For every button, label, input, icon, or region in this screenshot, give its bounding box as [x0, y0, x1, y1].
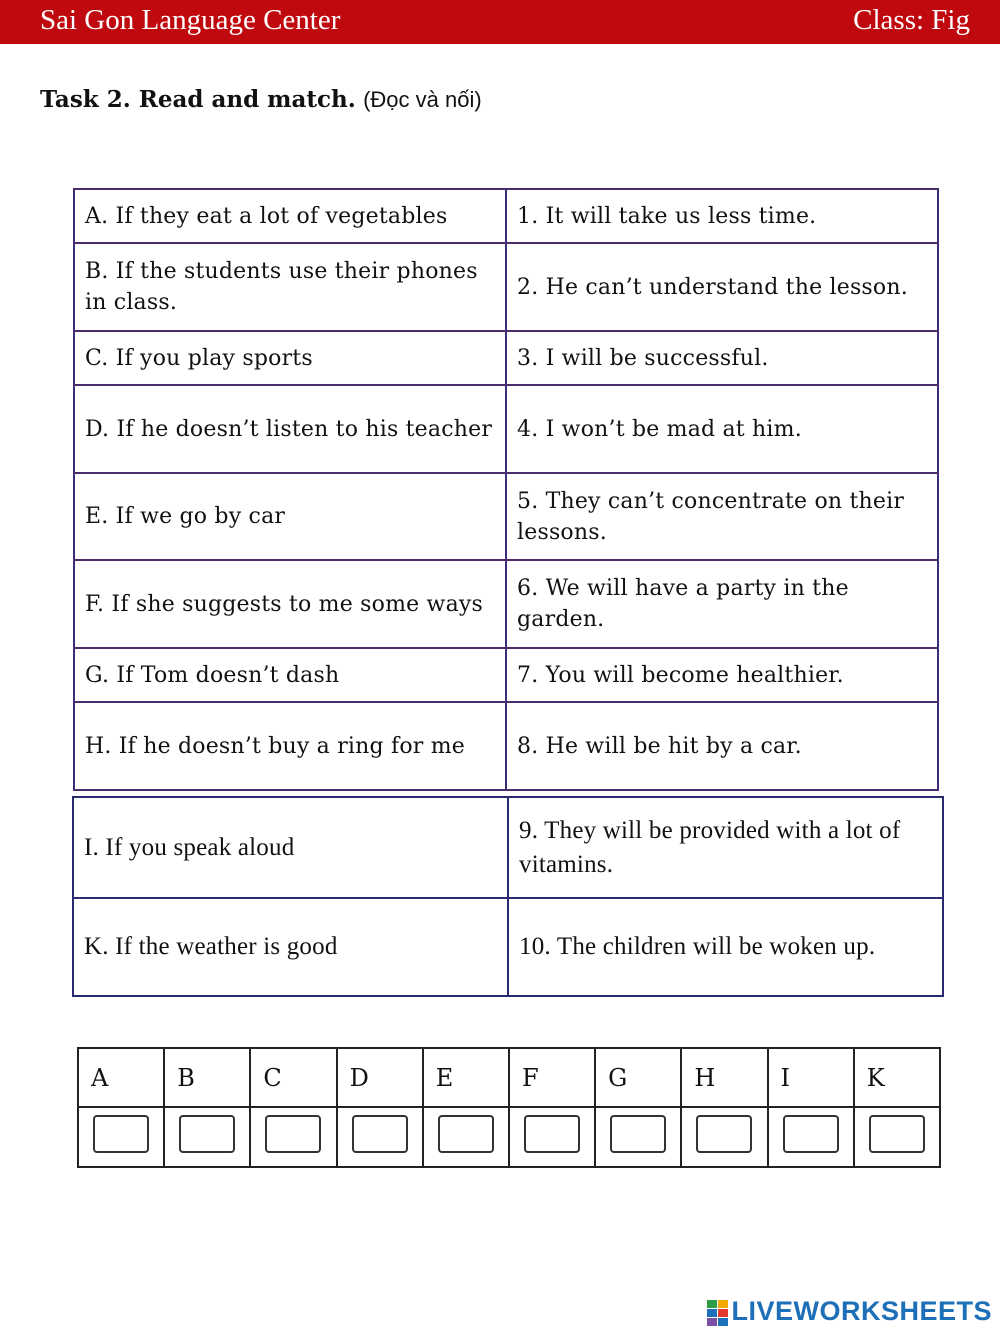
- condition-cell: F. If she suggests to me some ways: [74, 560, 506, 648]
- task-translation: (Đọc và nối): [363, 87, 482, 112]
- condition-cell: C. If you play sports: [74, 331, 506, 385]
- result-cell: 9. They will be provided with a lot of vitamins.: [508, 797, 943, 898]
- answer-letter: C: [250, 1048, 336, 1107]
- answer-letter: H: [681, 1048, 767, 1107]
- answer-box-g[interactable]: [610, 1115, 666, 1153]
- condition-cell: B. If the students use their phones in class.: [74, 243, 506, 331]
- answer-box-f[interactable]: [524, 1115, 580, 1153]
- answer-cell: [250, 1107, 336, 1167]
- matching-row: [74, 243, 938, 331]
- answer-cell: [78, 1107, 164, 1167]
- task-heading: [40, 86, 482, 113]
- class-label: Class: Fig: [853, 4, 970, 36]
- liveworksheets-logo-text: LIVEWORKSHEETS: [731, 1296, 992, 1326]
- answer-cell: [854, 1107, 940, 1167]
- answer-letter: K: [854, 1048, 940, 1107]
- matching-table-top: [73, 188, 939, 791]
- result-cell: 8. He will be hit by a car.: [506, 702, 938, 790]
- answer-box-i[interactable]: [783, 1115, 839, 1153]
- liveworksheets-logo: [707, 1296, 992, 1328]
- answer-letter: G: [595, 1048, 681, 1107]
- page-header: [0, 0, 1000, 44]
- condition-cell: A. If they eat a lot of vegetables: [74, 189, 506, 243]
- answer-box-b[interactable]: [179, 1115, 235, 1153]
- answer-box-e[interactable]: [438, 1115, 494, 1153]
- answer-cell: [164, 1107, 250, 1167]
- condition-cell: G. If Tom doesn’t dash: [74, 648, 506, 702]
- answer-letter: A: [78, 1048, 164, 1107]
- matching-row: [73, 898, 943, 996]
- answer-letter: B: [164, 1048, 250, 1107]
- answer-cell: [423, 1107, 509, 1167]
- answer-letters-row: [78, 1048, 940, 1107]
- answer-cell: [337, 1107, 423, 1167]
- condition-cell: H. If he doesn’t buy a ring for me: [74, 702, 506, 790]
- answer-cell: [768, 1107, 854, 1167]
- result-cell: 2. He can’t understand the lesson.: [506, 243, 938, 331]
- answer-box-h[interactable]: [696, 1115, 752, 1153]
- matching-row: [74, 648, 938, 702]
- condition-cell: D. If he doesn’t listen to his teacher: [74, 385, 506, 473]
- matching-row: [74, 189, 938, 243]
- matching-row: [74, 473, 938, 560]
- answer-box-a[interactable]: [93, 1115, 149, 1153]
- matching-row: [73, 797, 943, 898]
- answer-letter: D: [337, 1048, 423, 1107]
- answer-cell: [681, 1107, 767, 1167]
- result-cell: 3. I will be successful.: [506, 331, 938, 385]
- answer-boxes-row: [78, 1107, 940, 1167]
- condition-cell: K. If the weather is good: [73, 898, 508, 996]
- answer-box-c[interactable]: [265, 1115, 321, 1153]
- result-cell: 5. They can’t concentrate on their lessons.: [506, 473, 938, 560]
- matching-row: [74, 560, 938, 648]
- answer-box-k[interactable]: [869, 1115, 925, 1153]
- answer-letter: E: [423, 1048, 509, 1107]
- matching-row: [74, 385, 938, 473]
- matching-row: [74, 331, 938, 385]
- result-cell: 10. The children will be woken up.: [508, 898, 943, 996]
- answer-box-d[interactable]: [352, 1115, 408, 1153]
- liveworksheets-logo-icon: [707, 1300, 729, 1326]
- task-title: Task 2. Read and match.: [40, 86, 356, 113]
- result-cell: 4. I won’t be mad at him.: [506, 385, 938, 473]
- answer-cell: [509, 1107, 595, 1167]
- school-name: Sai Gon Language Center: [40, 4, 341, 36]
- result-cell: 1. It will take us less time.: [506, 189, 938, 243]
- matching-table-bottom: [72, 796, 944, 997]
- condition-cell: I. If you speak aloud: [73, 797, 508, 898]
- answer-letter: F: [509, 1048, 595, 1107]
- answer-grid: [77, 1047, 941, 1168]
- answer-cell: [595, 1107, 681, 1167]
- result-cell: 7. You will become healthier.: [506, 648, 938, 702]
- matching-row: [74, 702, 938, 790]
- result-cell: 6. We will have a party in the garden.: [506, 560, 938, 648]
- answer-letter: I: [768, 1048, 854, 1107]
- condition-cell: E. If we go by car: [74, 473, 506, 560]
